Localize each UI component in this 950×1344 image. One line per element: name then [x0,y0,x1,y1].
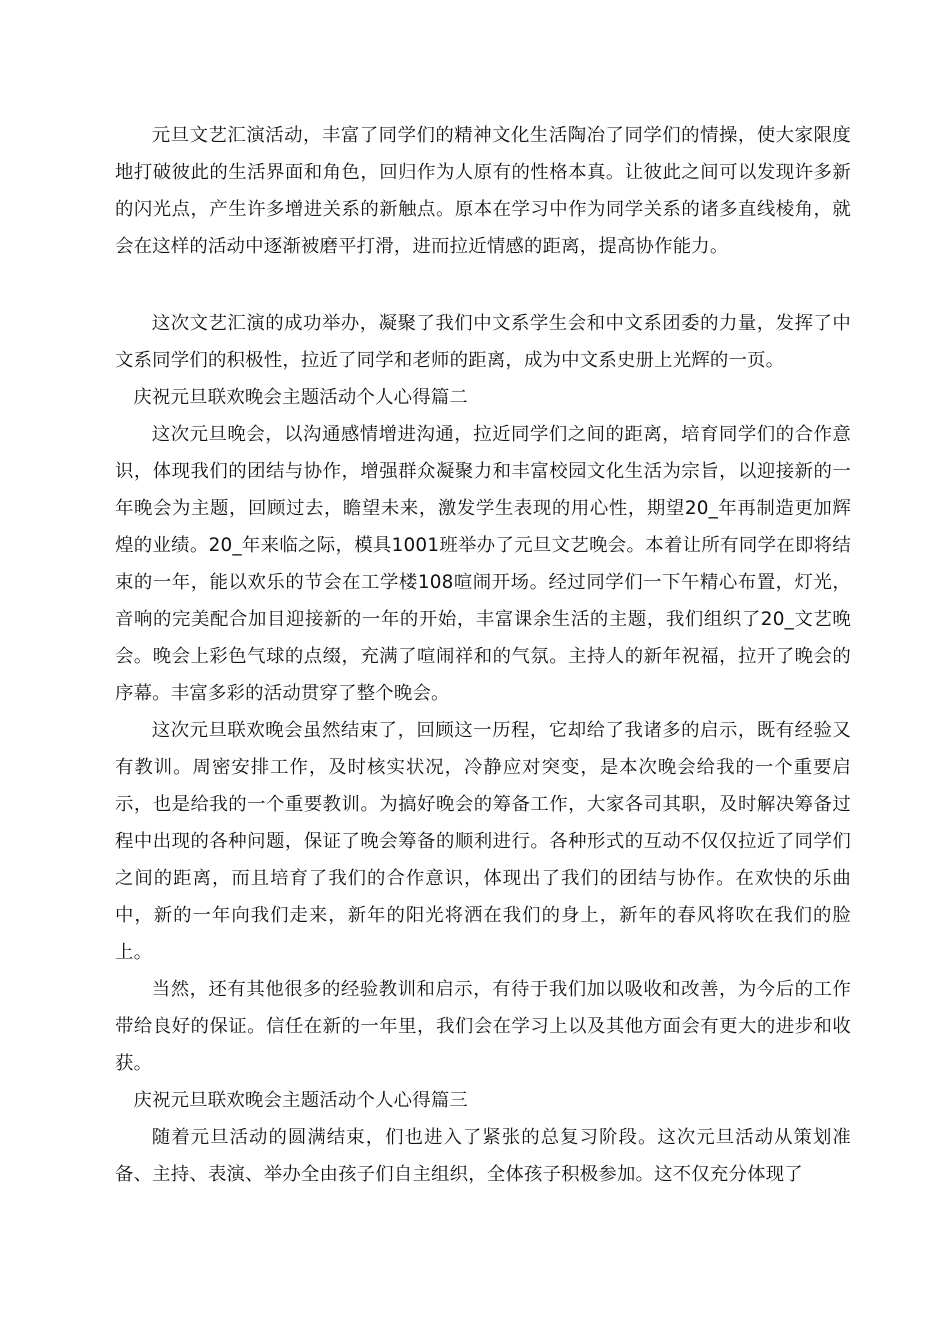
section-heading-3: 庆祝元旦联欢晚会主题活动个人心得篇三 [133,1090,469,1111]
paragraph-spacer [115,265,851,305]
paragraph-6: 随着元旦活动的圆满结束，们也进入了紧张的总复习阶段。这次元旦活动从策划准备、主持、表演、举办全由孩子们自主组织，全体孩子积极参加。这不仅充分体现了 [115,1127,851,1185]
paragraph-4: 这次元旦联欢晚会虽然结束了，回顾这一历程，它却给了我诸多的启示，既有经验又有教训。周密安排工作，及时核实状况，冷静应对突变，是本次晚会给我的一个重要启示，也是给我的一个重要教训。为搞好晚会的筹备工作，大家各司其职，及时解决筹备过程中出现的各种问题，保证了晚会筹备的顺利进行。各种形式的互动不仅仅拉近了同学们之间的距离，而且培育了我们的合作意识，体现出了我们的团结与协作。在欢快的乐曲中，新的一年向我们走来，新年的阳光将洒在我们的身上，新年的春风将吹在我们的脸上。 [115,720,851,963]
paragraph-5: 当然，还有其他很多的经验教训和启示，有待于我们加以吸收和改善，为今后的工作带给良好的保证。信任在新的一年里，我们会在学习上以及其他方面会有更大的进步和收获。 [115,979,851,1074]
section-heading-2: 庆祝元旦联欢晚会主题活动个人心得篇二 [133,387,469,408]
paragraph-1: 元旦文艺汇演活动，丰富了同学们的精神文化生活陶冶了同学们的情操，使大家限度地打破彼此的生活界面和角色，回归作为人原有的性格本真。让彼此之间可以发现许多新的闪光点，产生许多增进关系的新触点。原本在学习中作为同学关系的诸多直线棱角，就会在这样的活动中逐渐被磨平打滑，进而拉近情感的距离，提高协作能力。 [115,125,851,257]
paragraph-2: 这次文艺汇演的成功举办，凝聚了我们中文系学生会和中文系团委的力量，发挥了中文系同学们的积极性，拉近了同学和老师的距离，成为中文系史册上光辉的一页。 [115,313,851,371]
paragraph-3: 这次元旦晚会，以沟通感情增进沟通，拉近同学们之间的距离，培育同学们的合作意识，体现我们的团结与协作，增强群众凝聚力和丰富校园文化生活为宗旨，以迎接新的一年晚会为主题，回顾过去，瞻望未来，激发学生表现的用心性，期望20_年再制造更加辉煌的业绩。20_年来临之际，模具1001班举办了元旦文艺晚会。本着让所有同学在即将结束的一年，能以欢乐的节会在工学楼108喧闹开场。经过同学们一下午精心布置，灯光，音响的完美配合加目迎接新的一年的开始，丰富课余生活的主题，我们组织了20_文艺晚会。晚会上彩色气球的点缀，充满了喧闹祥和的气氛。主持人的新年祝福，拉开了晚会的序幕。丰富多彩的活动贯穿了整个晚会。 [115,424,851,704]
document-body [115,117,851,1193]
